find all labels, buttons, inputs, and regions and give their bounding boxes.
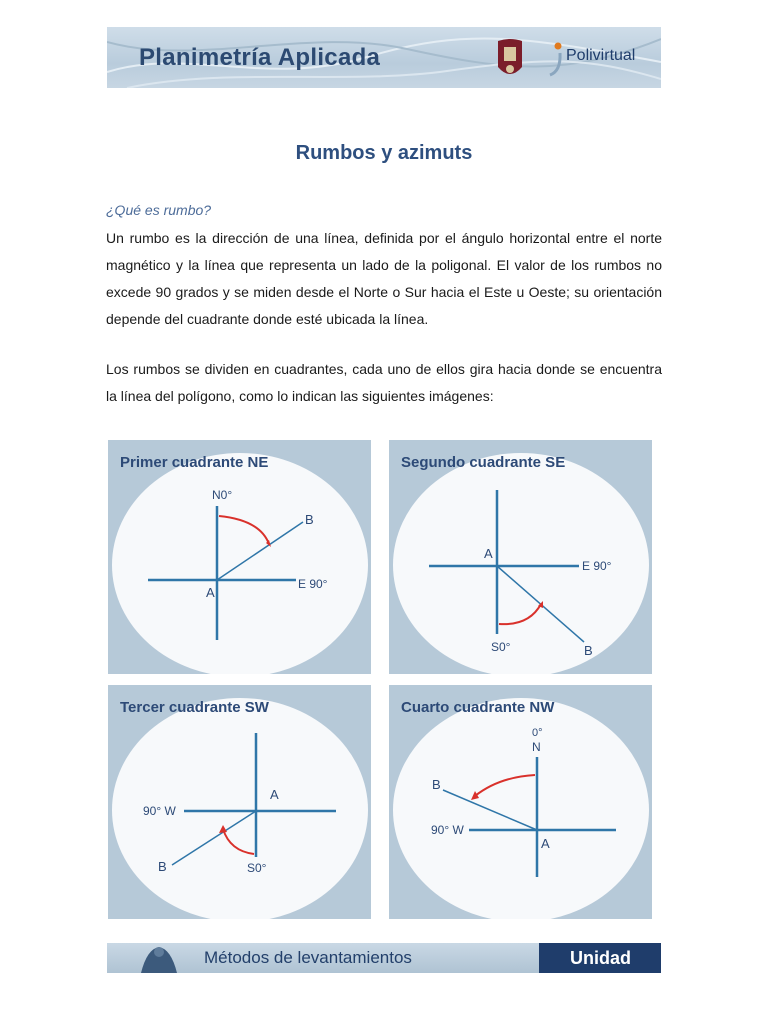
quadrant-sw-figure [108,685,371,919]
paragraph-quadrants: Los rumbos se dividen en cuadrantes, cada uno de ellos gira hacia donde se encuentra la línea del polígono, como lo indican las siguientes imágenes: [106,361,662,404]
quadrant-sw-point-a: A [270,787,279,802]
quadrant-se-point-a: A [484,546,493,561]
quadrant-se-point-b: B [584,643,593,658]
quadrant-ne-east-label: E 90° [298,577,328,591]
quadrant-nw-point-a: A [541,836,550,851]
quadrant-ne-diagram [108,440,371,674]
quadrant-se-south-label: S0° [491,640,511,654]
document-title: Rumbos y azimuts [295,142,473,164]
quadrant-sw-south-label: S0° [247,861,267,875]
header-banner [107,27,661,88]
quadrant-sw-diagram [108,685,371,919]
quadrant-ne-point-a: A [206,585,215,600]
quadrant-nw-diagram [389,685,652,919]
quadrant-ne-north-label: N0° [212,488,233,502]
quadrant-ne-title: Primer cuadrante NE [120,454,269,471]
quadrant-nw-figure [389,685,652,919]
quadrant-nw-west-label: 90° W [431,823,464,837]
quadrant-nw-title: Cuarto cuadrante NW [401,699,555,716]
quadrant-nw-zero-label: 0° [532,727,543,739]
quadrant-nw-point-b: B [432,777,441,792]
footer-figure-icon [137,943,181,973]
unit-label: Unidad [570,948,631,968]
quadrant-sw-west-label: 90° W [143,804,176,818]
quadrant-sw-point-b: B [158,859,167,874]
brand-name: Polivirtual [566,47,636,64]
quadrant-se-title: Segundo cuadrante SE [401,454,566,471]
polivirtual-logo-icon [544,41,566,79]
quadrant-nw-north-label: N [532,740,541,754]
institution-seal-icon [495,37,525,81]
quadrant-se-diagram [389,440,652,674]
quadrant-se-east-label: E 90° [582,559,612,573]
footer-banner [107,943,661,973]
quadrant-se-figure [389,440,652,674]
section-question: ¿Qué es rumbo? [106,202,212,218]
quadrant-sw-title: Tercer cuadrante SW [120,699,269,716]
paragraph-definition: Un rumbo es la dirección de una línea, definida por el ángulo horizontal entre el norte magnético y la línea que representa un lado de la poligonal. El valor de los rumbos no excede 90 grados y se miden desde el Norte o Sur hacia el Este u Oeste; su orientación depende del cuadrante donde esté ubicada la línea. [106,230,662,327]
course-title: Planimetría Aplicada [139,44,381,71]
footer-section-title: Métodos de levantamientos [204,948,412,967]
quadrant-ne-point-b: B [305,512,314,527]
quadrant-ne-figure [108,440,371,674]
